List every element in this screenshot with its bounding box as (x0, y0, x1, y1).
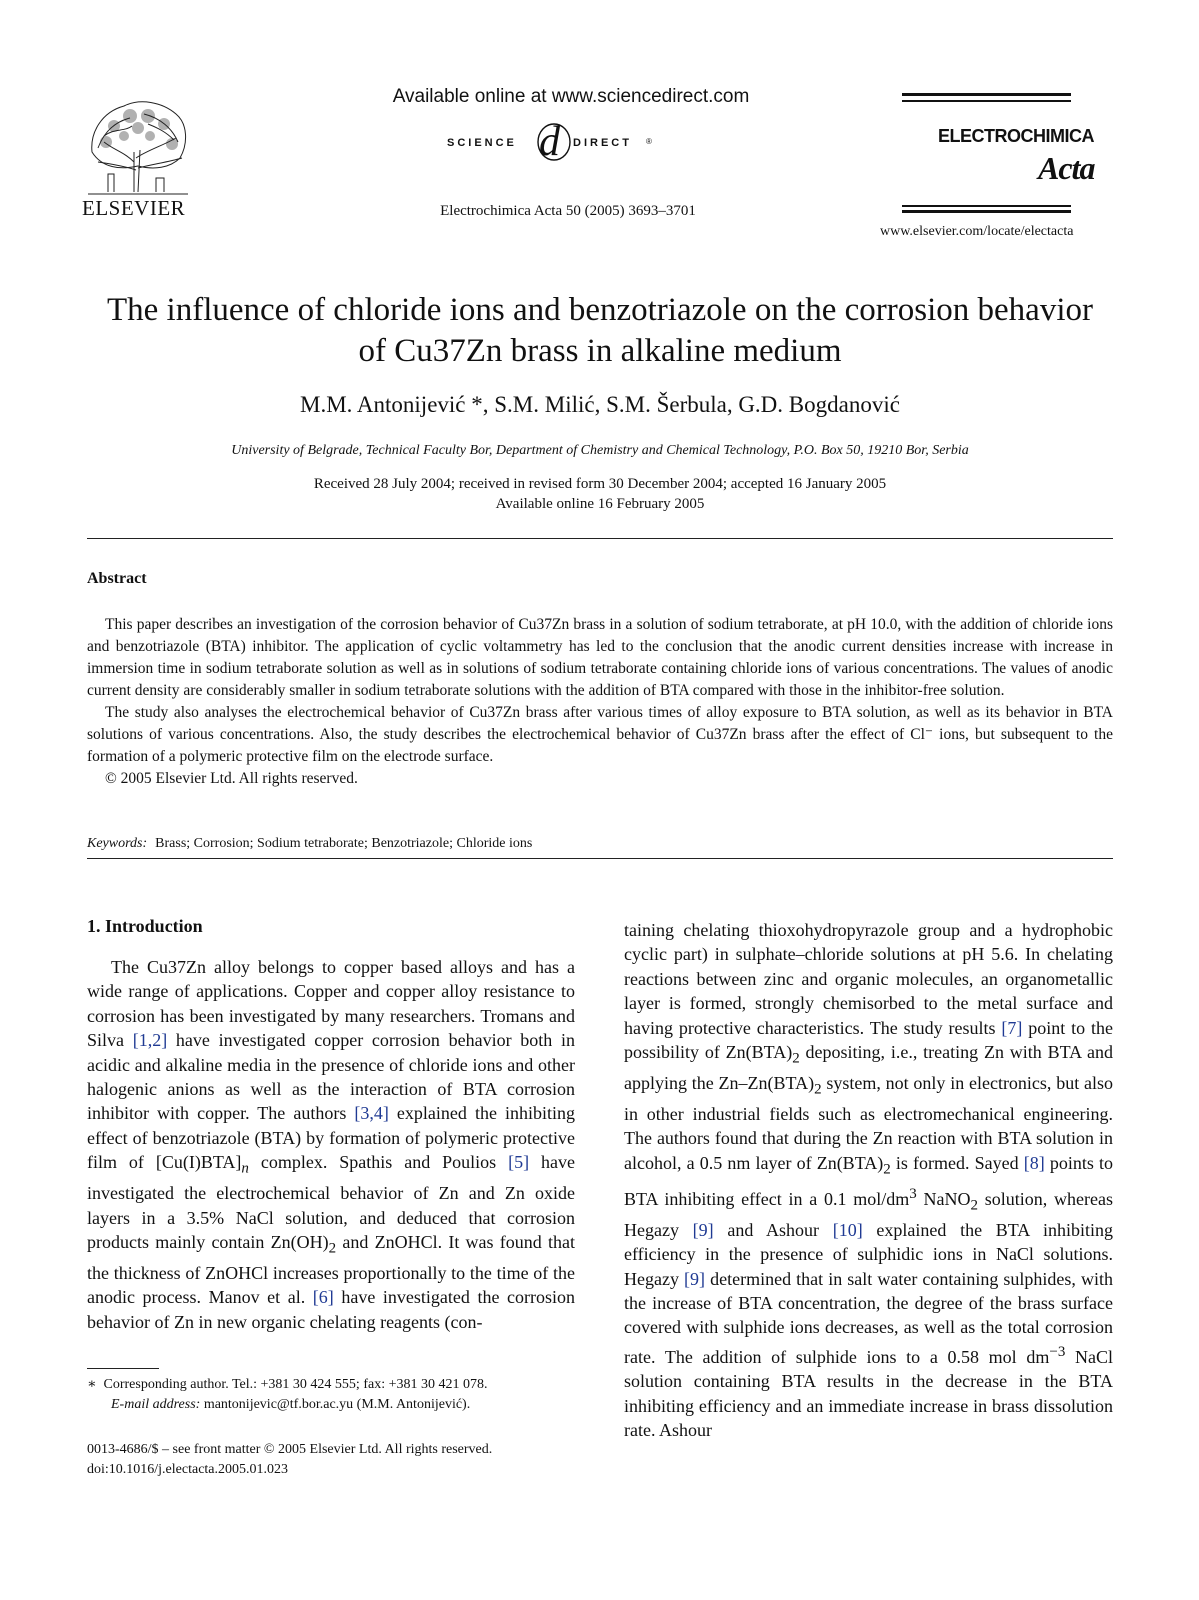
doi-line[interactable]: doi:10.1016/j.electacta.2005.01.023 (87, 1462, 289, 1477)
keywords (87, 836, 532, 852)
sd-logo-reg: ® (646, 137, 652, 146)
citation-link[interactable]: [5] (508, 1152, 530, 1173)
citation-link[interactable]: [10] (832, 1219, 863, 1240)
abstract-heading: Abstract (87, 570, 147, 587)
keywords-text: Brass; Corrosion; Sodium tetraborate; Benzotriazole; Chloride ions (155, 836, 533, 851)
journal-top-rule-thin (902, 100, 1071, 102)
sciencedirect-logo-graphic (447, 118, 677, 162)
article-dates (100, 474, 1100, 514)
abstract-body (87, 614, 1113, 790)
sd-logo-mark: d (539, 119, 560, 162)
citation-link[interactable]: [8] (1023, 1152, 1045, 1173)
footnote-email: E-mail address: mantonijevic@tf.bor.ac.yu (M.M. Antonijević). (111, 1397, 471, 1412)
abstract-paragraph-1: This paper describes an investigation of the corrosion behavior of Cu37Zn brass in a solution of sodium tetraborate, at pH 10.0, with the addition of chloride ions and benzotriazole (BTA) inhibitor. The application of cyclic voltammetry has led to the conclusion that the anodic current densities increase with increase in immersion time in sodium tetraborate solution as well as in solutions of sodium tetraborate containing chloride ions of various concentrations. The values of anodic current density are considerably smaller in sodium tetraborate solutions with the addition of BTA compared with those in the inhibitor-free solution. (87, 616, 1113, 699)
column-right (624, 918, 1113, 1443)
citation-link[interactable]: [3,4] (354, 1103, 389, 1124)
footnote-rule (87, 1368, 159, 1369)
sd-logo-right: DIRECT (573, 137, 632, 149)
citation-link[interactable]: [9] (692, 1219, 714, 1240)
citation-link[interactable]: [1,2] (132, 1030, 168, 1051)
front-matter (87, 1440, 492, 1480)
journal-citation: Electrochimica Acta 50 (2005) 3693–3701 (440, 203, 696, 219)
abstract-paragraph-2: The study also analyses the electrochemical behavior of Cu37Zn brass after various times of alloy exposure to BTA solution, as well as its behavior in BTA solutions of various concentrations. Also, the study describes the electrochemical behavior of Cu37Zn brass after the effect of Cl⁻ ions, but subsequent to the formation of a polymeric protective film on the electrode surface. (87, 704, 1113, 765)
journal-url[interactable]: www.elsevier.com/locate/electacta (880, 224, 1074, 239)
email-link[interactable]: mantonijevic@tf.bor.ac.yu (M.M. Antonijević). (203, 1397, 471, 1412)
article-title: The influence of chloride ions and benzotriazole on the corrosion behavior of Cu37Zn brass in alkaline medium (107, 292, 1093, 369)
article-authors: M.M. Antonijević *, S.M. Milić, S.M. Šerbula, G.D. Bogdanović (300, 392, 900, 417)
available-date: Available online 16 February 2005 (495, 496, 705, 512)
keywords-label: Keywords: (87, 836, 148, 851)
publisher-name: ELSEVIER (82, 196, 186, 220)
intro-paragraph-right: taining chelating thioxohydropyrazole group and a hydrophobic cyclic part) in sulphate–chloride solutions at pH 5.6. In chelating reactions between zinc and organic molecules, an organometallic layer is formed, strongly chemisorbed to the metal surface and having protective characteristics. The study results [7] point to the possibility of $Zn(BTA)_2$ depositing, i.e., treating Zn with BTA and applying the $Zn-Zn(BTA)_2$ system, not only in electronics, but also in other industrial fields such as electromechanical engineering. The authors found that during the Zn reaction with BTA solution in alcohol, a 0.5 nm layer of $Zn(BTA)_2$ is formed. Sayed [8] points to BTA inhibiting effect in a 0.1 mol/$dm^3$ NaNO$_2$ solution, whereas Hegazy [9] and Ashour [10] explained the BTA inhibiting efficiency in the presence of sulphidic ions in NaCl solutions. Hegazy [9] determined that in salt water containing sulphides, with the increase of BTA concentration, the degree of the brass surface covered with sulphide ions decreases, as well as the total corrosion rate. The addition of sulphide ions to a 0.58 mol $dm^{-3}$ NaCl solution containing BTA results in the decrease in the BTA inhibiting efficiency and an immediate increase in brass dissolution rate. Ashour (624, 920, 1113, 1441)
available-online-text: Available online at www.sciencedirect.com (392, 86, 750, 107)
journal-bottom-rule-thin (902, 205, 1071, 207)
intro-paragraph-left: The Cu37Zn alloy belongs to copper based alloys and has a wide range of applications. Copper and copper alloy resistance to corrosion has been investigated by many researchers. Tromans and Silva [1,2] have investigated copper corrosion behavior both in acidic and alkaline media in the presence of chloride ions and other halogenic anions as well as the interaction of BTA corrosion inhibitor with copper. The authors [3,4] explained the inhibiting effect of benzotriazole (BTA) by formation of polymeric protective film of $[Cu(I)BTA]_n$ complex. Spathis and Poulios [5] have investigated the electrochemical behavior of Zn and Zn oxide layers in a 3.5% NaCl solution, and deduced that corrosion products mainly contain $Zn(OH)_2$ and ZnOHCl. It was found that the thickness of ZnOHCl increases proportionally to the time of the anodic process. Manov et al. [6] have investigated the corrosion behavior of Zn in new organic chelating reagents (con- (87, 957, 576, 1332)
sd-logo-left: SCIENCE (447, 137, 517, 149)
divider-top (87, 538, 1113, 539)
footnote (87, 1375, 587, 1415)
article-affiliation: University of Belgrade, Technical Faculty Bor, Department of Chemistry and Chemical Technology, P.O. Box 50, 19210 Bor, Serbia (231, 443, 969, 458)
citation-link[interactable]: [7] (1001, 1017, 1023, 1038)
journal-top-rule-thick (902, 93, 1071, 96)
divider-bottom (87, 858, 1113, 859)
abstract-copyright: © 2005 Elsevier Ltd. All rights reserved. (105, 770, 358, 787)
journal-brand: ELECTROCHIMICA (938, 126, 1094, 146)
sciencedirect-logo (447, 118, 677, 162)
footnote-corresponding: ∗ Corresponding author. Tel.: +381 30 424 555; fax: +381 30 421 078. (87, 1377, 488, 1392)
journal-bottom-rule-thick (902, 210, 1071, 213)
issn-line: 0013-4686/$ – see front matter © 2005 Elsevier Ltd. All rights reserved. (87, 1442, 493, 1457)
section-heading-introduction: 1. Introduction (87, 916, 203, 936)
citation-link[interactable]: [6] (312, 1287, 334, 1308)
column-left (87, 955, 575, 1334)
citation-link[interactable]: [9] (684, 1268, 706, 1289)
journal-brand-acta: Acta (1038, 150, 1095, 186)
received-dates: Received 28 July 2004; received in revised form 30 December 2004; accepted 16 January 2005 (313, 476, 887, 492)
